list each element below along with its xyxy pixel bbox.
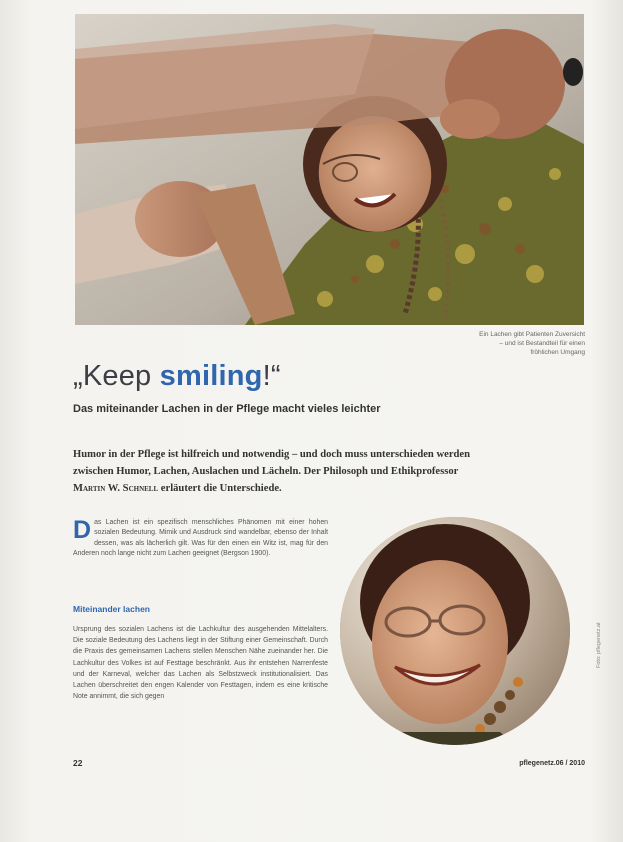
title-prefix: „Keep [73,360,160,392]
author-name: Martin W. Schnell [73,483,159,494]
article-subtitle: Das miteinander Lachen in der Pflege macht vieles leichter [73,403,381,415]
photo-credit: Foto: pflegenetz.at [596,622,602,668]
section-paragraph: Ursprung des sozialen Lachens ist die Lachkultur des ausgehenden Mittelalters. Die soziale Bedeutung des Lachens liegt in der Stiftung einer Gemeinschaft. Durch die Praxis des gemeinsamen Lachens stellen Menschen Nähe zueinander her. Die Lachkultur des Volkes ist auf Festtage beschränkt. Aus ihr entstehen Narrenfeste und der Karneval, welcher das Lachen als Selbstzweck institutionalisiert. Das Lachen überschreitet den engen Kalender von Festtagen, indem es eine kritische Note annimmt, die sich gegen [73,626,328,701]
photo-caption: Ein Lachen gibt Patienten Zuversicht – und ist Bestandteil für einen fröhlichen Umgang [479,331,585,356]
drop-cap: D [73,516,92,544]
article-title [73,360,281,393]
lead-paragraph [73,446,483,497]
hero-photo [75,14,584,325]
title-highlight: smiling [159,360,263,392]
section-heading: Miteinander lachen [73,604,150,614]
intro-paragraph [73,518,328,560]
page-number: 22 [73,758,83,768]
intro-text: as Lachen ist ein spezifisch menschliches Phänomen mit einer hohen sozialen Bedeutung. Mimik und Ausdruck sind wandelbar, ebenso der Inhalt dessen, was als lächerlich gilt. Was für den einen ein Witz ist, mag für den Anderen noch lange nicht zum Lachen geeignet (Bergson 1900). [73,519,328,558]
publication-footer: pflegenetz.06 / 2010 [519,760,585,767]
title-suffix: !“ [262,360,281,392]
portrait-photo [340,517,570,745]
lead-text-after: erläutert die Unterschiede. [158,483,282,494]
lead-text-before: Humor in der Pflege ist hilfreich und notwendig – und doch muss unterschieden werden zwischen Humor, Lachen, Auslachen und Lächeln. Der Philosoph und Ethikprofessor [73,449,471,477]
